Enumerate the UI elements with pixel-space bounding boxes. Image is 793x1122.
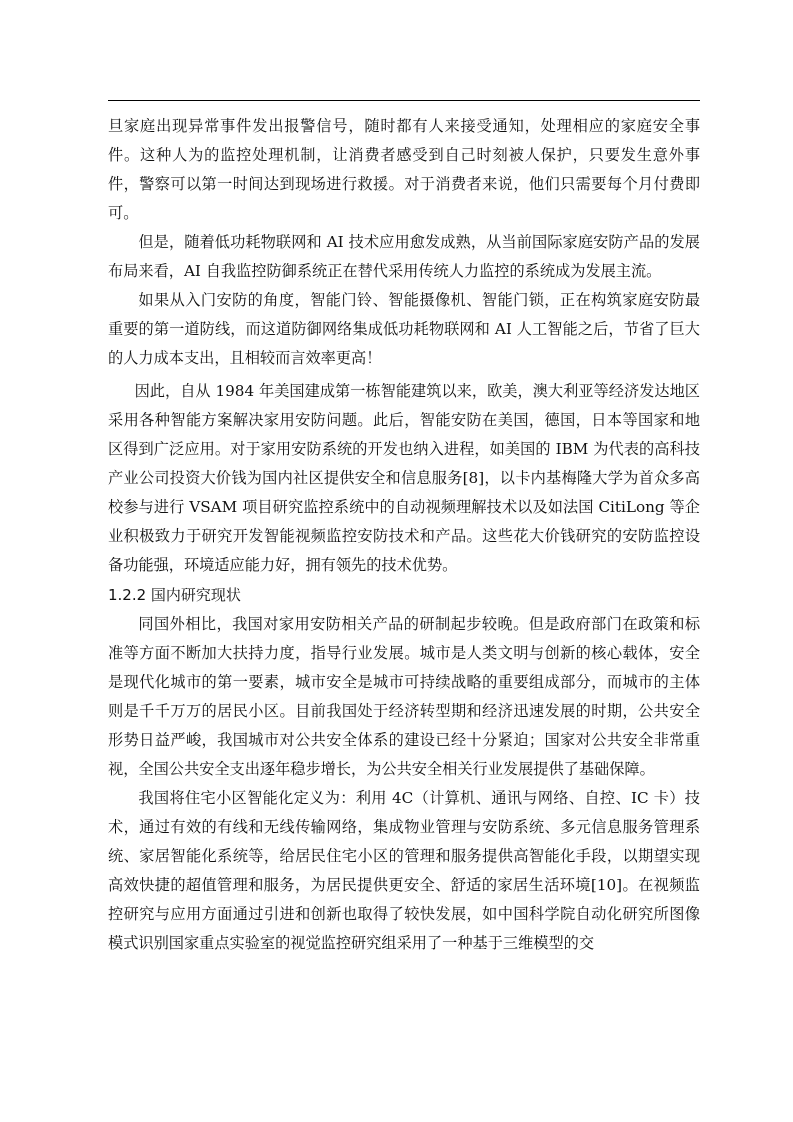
paragraph-continuation: 旦家庭出现异常事件发出报警信号，随时都有人来接受通知，处理相应的家庭安全事件。这种人为的监控处理机制，让消费者感受到自己时刻被人保护，只要发生意外事件，警察可以第一时间达到现场进行救援。对于消费者来说，他们只需要每个月付费即可。 [108,117,700,222]
header-rule [108,100,700,101]
paragraph-ai-trend: 但是，随着低功耗物联网和 AI 技术应用愈发成熟，从当前国际家庭安防产品的发展布局来看，AI 自我监控防御系统正在替代采用传统人力监控的系统成为发展主流。 [108,233,700,280]
paragraph-domestic-status: 同国外相比，我国对家用安防相关产品的研制起步较晚。但是政府部门在政策和标准等方面不断加大扶持力度，指导行业发展。城市是人类文明与创新的核心载体，安全是现代化城市的第一要素，城市安全是城市可持续战略的重要组成部分，而城市的主体则是千千万万的居民小区。目前我国处于经济转型期和经济迅速发展的时期，公共安全形势日益严峻，我国城市对公共安全体系的建设已经十分紧迫；国家对公共安全非常重视，全国公共安全支出逐年稳步增长，为公共安全相关行业发展提供了基础保障。 [108,615,700,778]
body-text [108,112,700,958]
paragraph-residential-intelligence: 我国将住宅小区智能化定义为：利用 4C（计算机、通讯与网络、自控、IC 卡）技术，通过有效的有线和无线传输网络，集成物业管理与安防系统、多元信息服务管理系统、家居智能化系统等，给居民住宅小区的管理和服务提供高智能化手段，以期望实现高效快捷的超值管理和服务，为居民提供更安全、舒适的家居生活环境[10]。在视频监控研究与应用方面通过引进和创新也取得了较快发展，如中国科学院自动化研究所图像模式识别国家重点实验室的视觉监控研究组采用了一种基于三维模型的交 [108,789,700,952]
section-heading: 1.2.2 国内研究现状 [108,586,241,604]
paragraph-foreign-history: 因此，自从 1984 年美国建成第一栋智能建筑以来，欧美，澳大利亚等经济发达地区采用各种智能方案解决家用安防问题。此后，智能安防在美国，德国，日本等国家和地区得到广泛应用。对于家用安防系统的开发也纳入进程，如美国的 IBM 为代表的高科技产业公司投资大价钱为国内社区提供安全和信息服务[8]，以卡内基梅隆大学为首众多高校参与进行 VSAM 项目研究监控系统中的自动视频理解技术以及如法国 CitiLong 等企业积极致力于研究开发智能视频监控安防技术和产品。这些花大价钱研究的安防监控设备功能强，环境适应能力好，拥有领先的技术优势。 [108,382,700,574]
paragraph-entry-security: 如果从入门安防的角度，智能门铃、智能摄像机、智能门锁，正在构筑家庭安防最重要的第一道防线，而这道防御网络集成低功耗物联网和 AI 人工智能之后，节省了巨大的人力成本支出，且相较而言效率更高！ [108,291,700,367]
